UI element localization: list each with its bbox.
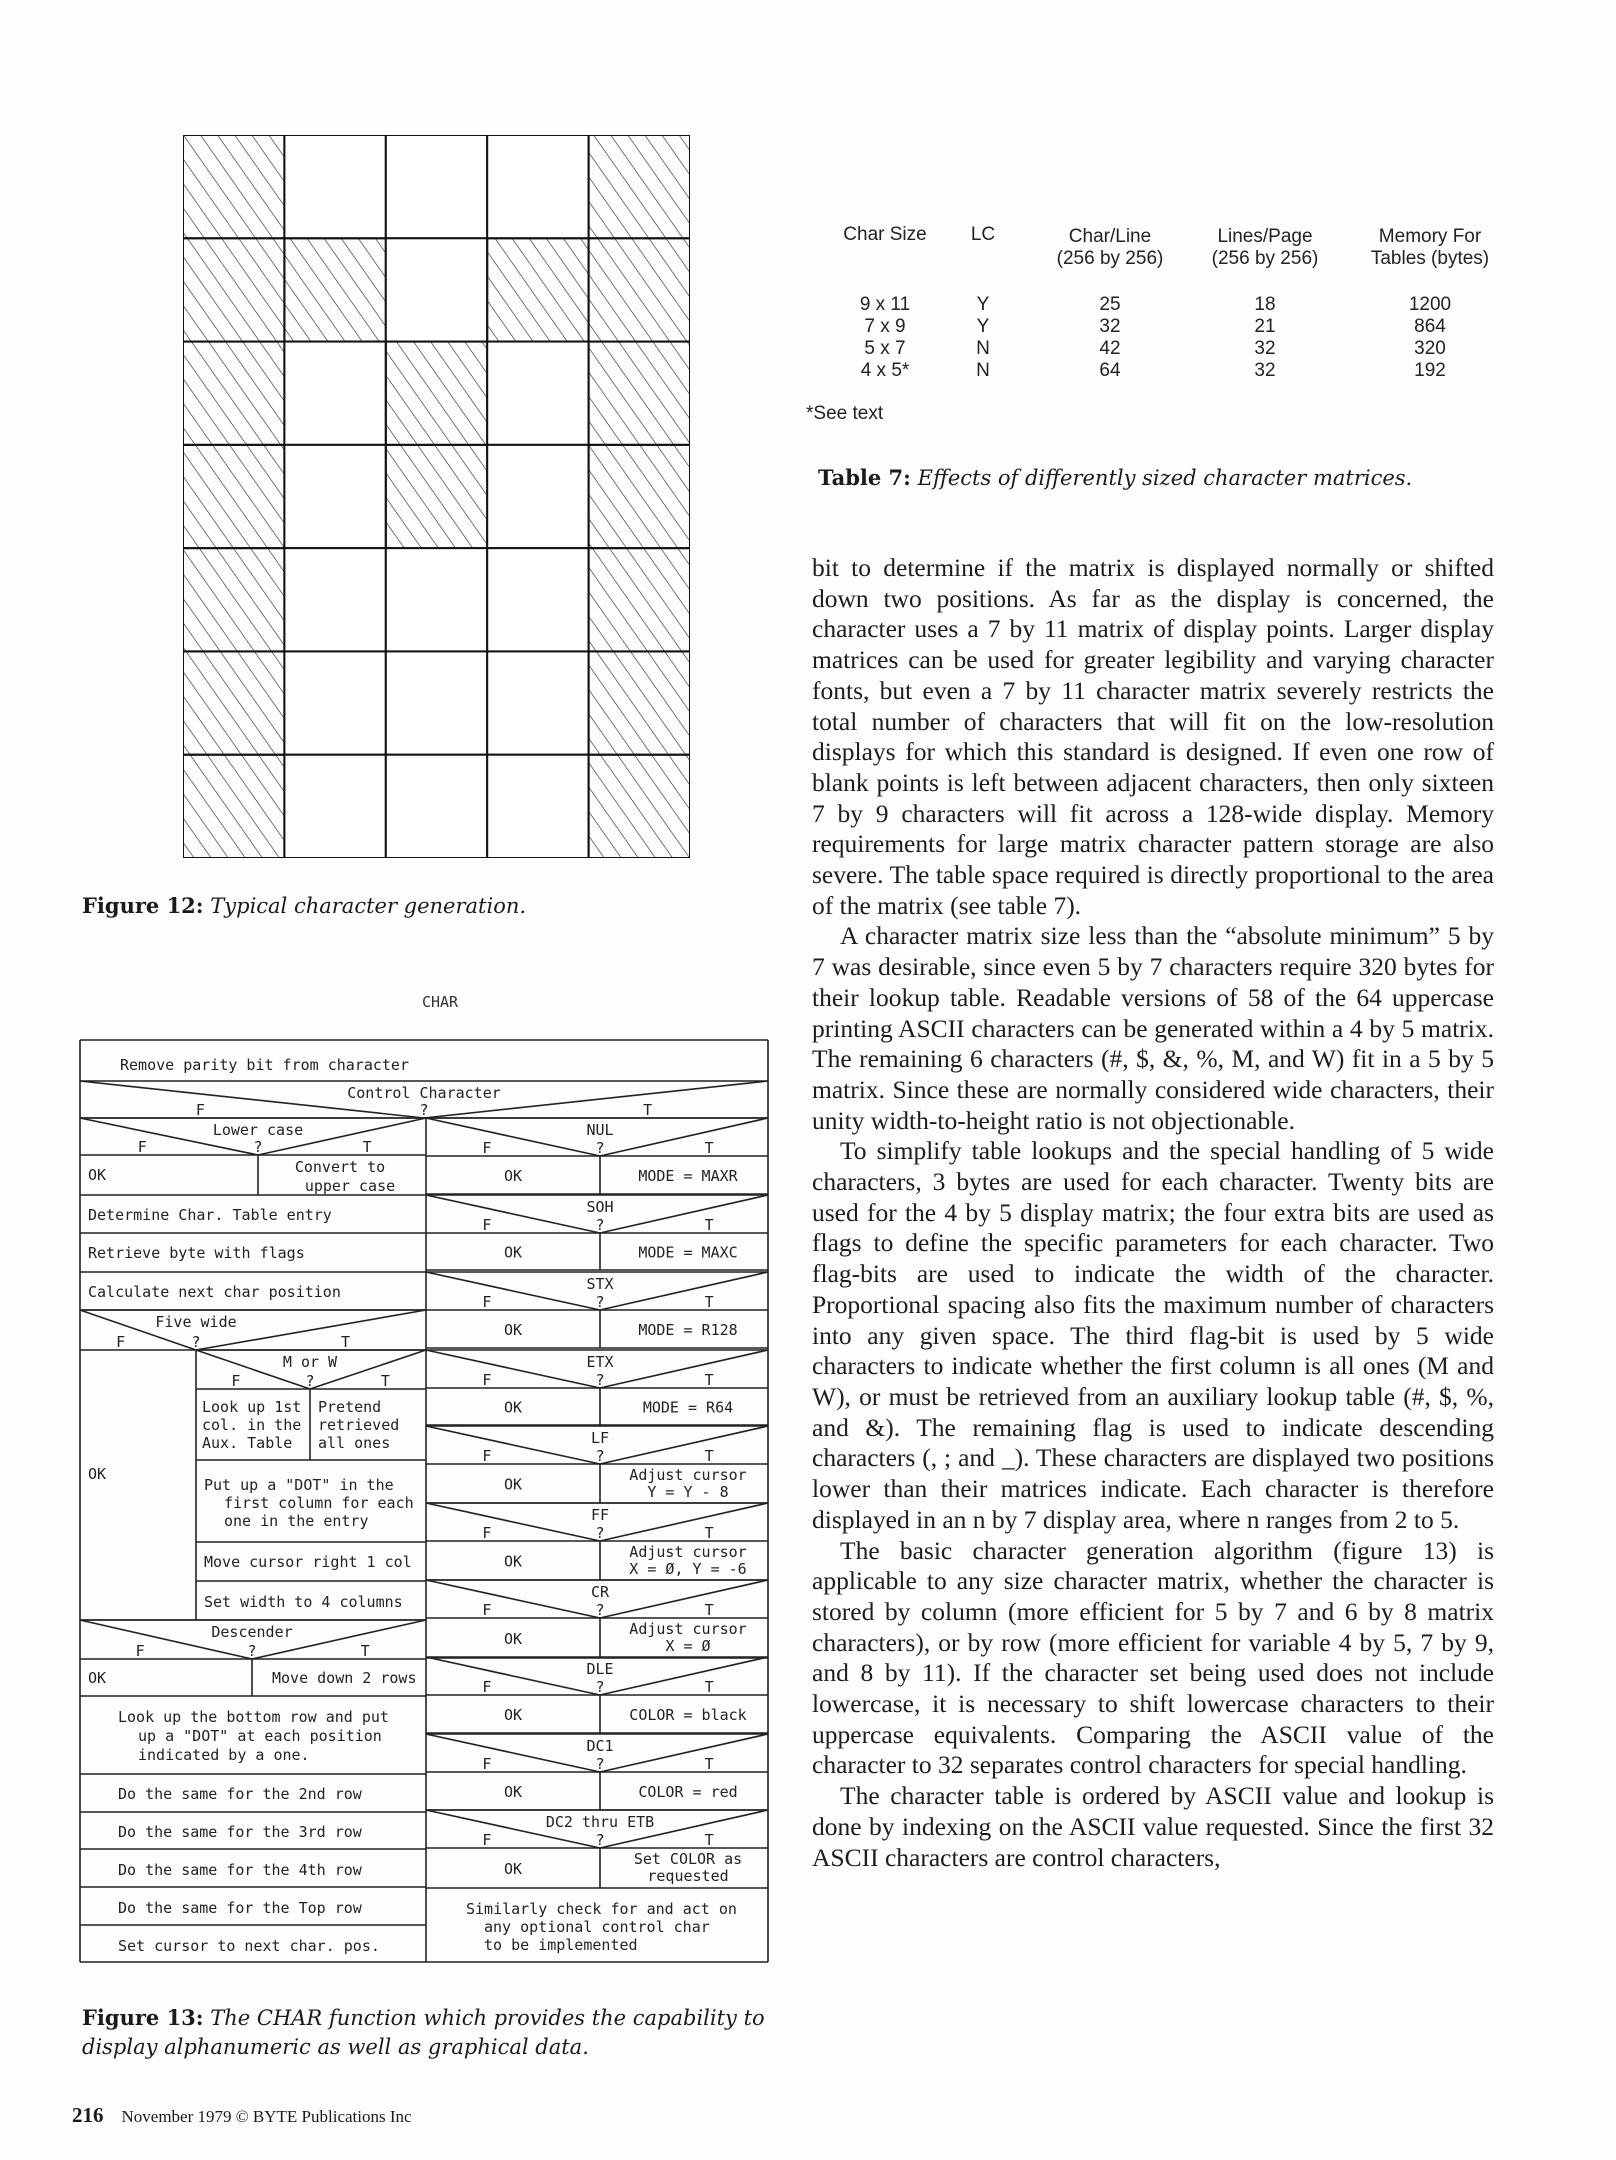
matrix-cell-on — [589, 651, 690, 754]
step-move-cursor-right: Move cursor right 1 col — [204, 1553, 412, 1571]
figure-12-label: Figure 12: — [82, 893, 204, 918]
decision-diagonal — [426, 1657, 600, 1695]
step-same-3rd-row: Do the same for the 3rd row — [118, 1823, 362, 1841]
matrix-cell-off — [487, 755, 588, 858]
decision-diagonal — [426, 1503, 600, 1541]
table-footnote: *See text — [806, 403, 884, 424]
cell-char-line: 42 — [1099, 338, 1121, 359]
decision-question-mark: ? — [595, 1139, 605, 1157]
matrix-cell-off — [284, 445, 385, 548]
flowchart-title: CHAR — [421, 993, 459, 1011]
paragraph-1: bit to determine if the matrix is displayed normally or shifted down two positions. As far as the display is concerned, the character uses a 7 by 11 matrix of display points. Larger display matrices can be used for greater legibility and varying character fonts, but even a 7 by 11 character matrix severely restricts the total number of characters that will fit on the low-resolution displays for which this standard is designed. If even one row of blank points is left between adjacent characters, then only sixteen 7 by 9 characters will fit across a 128-wide display. Memory requirements for large matrix character pattern storage are also severe. The table space required is directly proportional to the area of the matrix (see table 7). — [812, 553, 1494, 920]
action-cr: Adjust cursor — [629, 1620, 747, 1638]
branch-ok: OK — [503, 1706, 523, 1724]
decision-question-mark: ? — [595, 1755, 605, 1773]
true-label: T — [704, 1831, 714, 1849]
false-label: F — [195, 1101, 205, 1119]
table-header-char-line: Char/Line (256 by 256) — [1056, 226, 1164, 269]
figure-13-text-2: display alphanumeric as well as graphical data. — [82, 2035, 589, 2059]
table-7-caption — [818, 465, 1412, 490]
matrix-cell-off — [386, 651, 487, 754]
character-matrix-figure — [183, 135, 690, 858]
page-number: 216 — [72, 2103, 104, 2127]
decision-diagonal — [600, 1734, 768, 1772]
step-same-top-row: Do the same for the Top row — [118, 1899, 362, 1917]
step-same-2nd-row: Do the same for the 2nd row — [118, 1785, 362, 1803]
table-7-label: Table 7: — [818, 465, 911, 490]
false-label: F — [482, 1293, 492, 1311]
step-put-dot-first-col: first column for each — [224, 1494, 414, 1512]
cell-char-line: 32 — [1099, 316, 1121, 337]
decision-diagonal — [600, 1580, 768, 1618]
cell-lc: Y — [976, 316, 990, 337]
matrix-cell-on — [183, 651, 284, 754]
step-lookup-bottom-row: up a "DOT" at each position — [138, 1727, 382, 1745]
paragraph-5: The character table is ordered by ASCII value and lookup is done by indexing on the ASCII value requested. Since the first 32 ASCII characters are control characters, — [812, 1781, 1494, 1872]
matrix-cell-on — [589, 548, 690, 651]
matrix-cell-on — [183, 238, 284, 341]
step-similarly-check: Similarly check for and act on — [466, 1900, 737, 1918]
decision-diagonal — [426, 1118, 600, 1156]
matrix-cell-on — [589, 342, 690, 445]
decision-diagonal — [426, 1350, 600, 1388]
cell-lc: N — [976, 338, 990, 359]
decision-question-mark: ? — [305, 1372, 315, 1390]
false-label: F — [482, 1755, 492, 1773]
action-lf: Adjust cursor — [629, 1466, 747, 1484]
cell-lc: Y — [976, 294, 990, 315]
decision-lf: LF — [590, 1429, 610, 1447]
decision-question-mark: ? — [595, 1678, 605, 1696]
true-label: T — [704, 1524, 714, 1542]
true-label: T — [704, 1678, 714, 1696]
cell-memory: 864 — [1414, 316, 1446, 337]
action-cr: X = Ø — [665, 1637, 711, 1655]
matrix-cell-off — [284, 755, 385, 858]
matrix-cell-on — [284, 238, 385, 341]
decision-question-mark: ? — [595, 1216, 605, 1234]
matrix-cell-on — [183, 342, 284, 445]
decision-nul: NUL — [586, 1121, 614, 1139]
branch-ok: OK — [503, 1243, 523, 1262]
matrix-cell-on — [589, 445, 690, 548]
matrix-cell-off — [487, 445, 588, 548]
matrix-cell-off — [386, 548, 487, 651]
cell-memory: 1200 — [1408, 294, 1452, 315]
step-remove-parity: Remove parity bit from character — [120, 1056, 409, 1074]
branch-ok: OK — [503, 1630, 523, 1648]
branch-ok: OK — [503, 1398, 523, 1417]
decision-dc2-thru-etb: DC2 thru ETB — [545, 1813, 655, 1831]
cell-char-size: 9 x 11 — [859, 294, 911, 315]
false-label: F — [482, 1831, 492, 1849]
decision-diagonal — [424, 1081, 768, 1118]
matrix-cell-on — [589, 135, 690, 238]
decision-question-mark: ? — [595, 1371, 605, 1389]
matrix-cell-on — [589, 755, 690, 858]
cell-char-size: 5 x 7 — [864, 338, 906, 359]
false-label: F — [482, 1447, 492, 1465]
true-label: T — [704, 1293, 714, 1311]
step-pretend-ones: Pretend — [318, 1398, 382, 1416]
decision-diagonal — [80, 1118, 258, 1155]
true-label: T — [704, 1216, 714, 1234]
matrix-cell-off — [386, 755, 487, 858]
decision-etx: ETX — [586, 1353, 614, 1371]
decision-diagonal — [600, 1426, 768, 1464]
cell-lc: N — [976, 360, 990, 381]
true-label: T — [704, 1447, 714, 1465]
false-label: F — [116, 1333, 126, 1351]
step-similarly-check: to be implemented — [484, 1936, 638, 1954]
cell-lines-page: 21 — [1254, 316, 1276, 337]
paragraph-4: The basic character generation algorithm (figure 13) is applicable to any size character matrix, whether the character is stored by column (more efficient for 5 by 7 and 6 by 8 matrix characters), or by row (more efficient for variable 4 by 5, 7 by 9, and 8 by 11). If the character set being used does not include lowercase, it is necessary to shift lowercase characters to their uppercase equivalents. Comparing the ASCII value of the character to 32 separates control characters for special handling. — [812, 1535, 1494, 1780]
false-label: F — [482, 1524, 492, 1542]
table-header-memory: Memory For Tables (bytes) — [1370, 226, 1490, 269]
cell-lines-page: 32 — [1254, 338, 1276, 359]
cell-memory: 320 — [1414, 338, 1446, 359]
page-footer — [72, 2103, 412, 2128]
branch-ok: OK — [503, 1475, 523, 1494]
action-ff: Adjust cursor — [629, 1543, 747, 1561]
figure-12-caption — [82, 893, 526, 918]
branch-ok: OK — [503, 1860, 523, 1878]
matrix-cell-on — [386, 342, 487, 445]
matrix-cell-on — [183, 135, 284, 238]
branch-ok: OK — [503, 1552, 523, 1571]
action-lf: Y = Y - 8 — [647, 1483, 729, 1501]
decision-lower-case: Lower case — [212, 1121, 304, 1139]
cell-char-line: 64 — [1099, 360, 1121, 381]
step-set-width: Set width to 4 columns — [204, 1593, 403, 1611]
decision-diagonal — [310, 1350, 426, 1389]
cell-lines-page: 32 — [1254, 360, 1276, 381]
decision-dc1: DC1 — [586, 1737, 614, 1755]
decision-diagonal — [80, 1081, 424, 1118]
matrix-cell-off — [284, 548, 385, 651]
step-similarly-check: any optional control char — [484, 1918, 710, 1936]
true-label: T — [704, 1755, 714, 1773]
matrix-cell-on — [386, 445, 487, 548]
decision-ff: FF — [590, 1506, 610, 1524]
action-dc2-thru-etb: Set COLOR as — [633, 1850, 743, 1868]
action-stx: MODE = R128 — [638, 1321, 738, 1339]
decision-diagonal — [426, 1580, 600, 1618]
action-nul: MODE = MAXR — [638, 1167, 738, 1185]
decision-question-mark: ? — [595, 1524, 605, 1542]
decision-diagonal — [196, 1310, 426, 1350]
step-lookup-aux: col. in the — [202, 1416, 302, 1434]
matrix-cell-off — [487, 651, 588, 754]
step-lookup-bottom-row: indicated by a one. — [138, 1746, 310, 1764]
decision-diagonal — [196, 1350, 310, 1389]
false-label: F — [137, 1138, 147, 1156]
false-label: F — [231, 1372, 241, 1390]
step-pretend-ones: all ones — [318, 1434, 391, 1452]
matrix-cell-on — [589, 238, 690, 341]
false-label: F — [482, 1678, 492, 1696]
true-label: T — [643, 1101, 653, 1119]
matrix-cell-off — [284, 342, 385, 445]
step-calc-next-position: Calculate next char position — [88, 1283, 341, 1301]
decision-diagonal — [426, 1272, 600, 1310]
true-label: T — [704, 1371, 714, 1389]
step-lookup-bottom-row: Look up the bottom row and put — [118, 1708, 389, 1726]
decision-diagonal — [600, 1350, 768, 1388]
branch-ok: OK — [88, 1166, 107, 1184]
false-label: F — [482, 1139, 492, 1157]
decision-stx: STX — [586, 1275, 614, 1293]
false-label: F — [482, 1216, 492, 1234]
true-label: T — [704, 1139, 714, 1157]
decision-diagonal — [80, 1620, 252, 1659]
action-soh: MODE = MAXC — [638, 1243, 738, 1262]
step-set-cursor-next: Set cursor to next char. pos. — [118, 1937, 380, 1955]
matrix-cell-off — [487, 342, 588, 445]
decision-cr: CR — [590, 1583, 610, 1601]
step-lookup-aux: Aux. Table — [202, 1434, 293, 1452]
action-dc2-thru-etb: requested — [647, 1867, 729, 1885]
cell-char-size: 4 x 5* — [860, 360, 910, 381]
decision-soh: SOH — [586, 1198, 614, 1216]
cell-lines-page: 18 — [1254, 294, 1276, 315]
table-header-lc: LC — [970, 224, 996, 245]
decision-diagonal — [252, 1620, 426, 1659]
step-pretend-ones: retrieved — [318, 1416, 400, 1434]
step-same-4th-row: Do the same for the 4th row — [118, 1861, 362, 1879]
matrix-cell-off — [386, 238, 487, 341]
decision-question-mark: ? — [595, 1831, 605, 1849]
figure-13-caption — [82, 2003, 765, 2062]
publication-line: November 1979 © BYTE Publications Inc — [121, 2107, 412, 2126]
decision-question-mark: ? — [595, 1447, 605, 1465]
decision-five-wide: Five wide — [155, 1313, 237, 1331]
matrix-cell-on — [487, 238, 588, 341]
decision-diagonal — [426, 1195, 600, 1233]
article-body — [812, 553, 1494, 1873]
step-convert-upper: Convert to — [294, 1158, 386, 1176]
matrix-cell-off — [284, 651, 385, 754]
decision-diagonal — [600, 1810, 768, 1848]
decision-question-mark: ? — [419, 1101, 429, 1119]
matrix-cell-on — [183, 755, 284, 858]
branch-ok: OK — [88, 1669, 107, 1687]
figure-12-text: Typical character generation. — [210, 894, 527, 918]
branch-ok: OK — [503, 1321, 523, 1339]
true-label: T — [704, 1601, 714, 1619]
decision-m-or-w: M or W — [282, 1353, 338, 1371]
matrix-cell-off — [487, 135, 588, 238]
decision-question-mark: ? — [191, 1333, 201, 1351]
decision-diagonal — [600, 1272, 768, 1310]
decision-question-mark: ? — [247, 1642, 257, 1660]
branch-ok: OK — [503, 1783, 523, 1801]
action-dle: COLOR = black — [629, 1706, 747, 1724]
decision-question-mark: ? — [595, 1293, 605, 1311]
true-label: T — [340, 1333, 351, 1351]
step-move-down: Move down 2 rows — [272, 1669, 417, 1687]
false-label: F — [135, 1642, 145, 1660]
decision-diagonal — [426, 1734, 600, 1772]
action-dc1: COLOR = red — [638, 1783, 738, 1801]
decision-diagonal — [426, 1426, 600, 1464]
table-7-text: Effects of differently sized character matrices. — [917, 466, 1413, 490]
cell-memory: 192 — [1414, 360, 1446, 381]
decision-diagonal — [80, 1310, 196, 1350]
step-put-dot-first-col: Put up a "DOT" in the — [204, 1476, 394, 1494]
step-lookup-aux: Look up 1st — [202, 1398, 302, 1416]
step-retrieve-byte: Retrieve byte with flags — [88, 1244, 305, 1262]
decision-diagonal — [426, 1810, 600, 1848]
step-convert-upper: upper case — [304, 1177, 396, 1195]
decision-question-mark: ? — [253, 1138, 263, 1156]
figure-13-text-1: The CHAR function which provides the capability to — [210, 2006, 765, 2030]
decision-dle: DLE — [586, 1660, 614, 1678]
matrix-cell-off — [386, 135, 487, 238]
decision-diagonal — [600, 1657, 768, 1695]
matrix-cell-on — [183, 548, 284, 651]
true-label: T — [380, 1372, 390, 1390]
table-header-lines-page: Lines/Page (256 by 256) — [1211, 226, 1319, 269]
decision-diagonal — [600, 1503, 768, 1541]
matrix-cell-on — [183, 445, 284, 548]
step-determine-entry: Determine Char. Table entry — [88, 1206, 332, 1224]
matrix-cell-off — [487, 548, 588, 651]
cell-char-line: 25 — [1099, 294, 1121, 315]
decision-question-mark: ? — [595, 1601, 605, 1619]
paragraph-3: To simplify table lookups and the special handling of 5 wide characters, 3 bytes are used for each character. Twenty bits are used for the 4 by 5 display matrix; the four extra bits are used as flags to define the specific parameters for each character. Two flag-bits are used to indicate the width of the character. Proportional spacing also fits the maximum number of characters into any given space. The third flag-bit is used by 5 wide characters to indicate whether the first column is all ones (M and W), or must be retrieved from an auxiliary lookup table (#, $, %, and &). The remaining flag is used to indicate descending characters (, ; and _). These characters are displayed two positions lower than their matrices indicate. Each character is therefore displayed in an n by 7 display area, where n ranges from 2 to 5. — [812, 1136, 1494, 1534]
false-label: F — [482, 1371, 492, 1389]
false-label: F — [482, 1601, 492, 1619]
branch-ok: OK — [88, 1465, 107, 1483]
decision-descender: Descender — [211, 1623, 293, 1641]
paragraph-2: A character matrix size less than the “absolute minimum” 5 by 7 was desirable, since even 5 by 7 characters require 320 bytes for their lookup table. Readable versions of 58 of the 64 uppercase printing ASCII characters can be generated within a 4 by 5 matrix. The remaining 6 characters (#, $, &, %, M, and W) fit in a 5 by 5 matrix. Since these are normally considered wide characters, their unity width-to-height ratio is not objectionable. — [812, 921, 1494, 1135]
decision-diagonal — [600, 1118, 768, 1156]
cell-char-size: 7 x 9 — [864, 316, 906, 337]
decision-diagonal — [258, 1118, 426, 1155]
action-etx: MODE = R64 — [642, 1398, 734, 1417]
branch-ok: OK — [503, 1167, 523, 1185]
figure-13-label: Figure 13: — [82, 2005, 204, 2030]
action-ff: X = Ø, Y = -6 — [629, 1560, 747, 1578]
matrix-cell-off — [284, 135, 385, 238]
true-label: T — [362, 1138, 372, 1156]
step-put-dot-first-col: one in the entry — [224, 1512, 369, 1530]
decision-control-character: Control Character — [347, 1084, 501, 1102]
true-label: T — [360, 1642, 370, 1660]
decision-diagonal — [600, 1195, 768, 1233]
table-header-char-size: Char Size — [843, 224, 927, 245]
